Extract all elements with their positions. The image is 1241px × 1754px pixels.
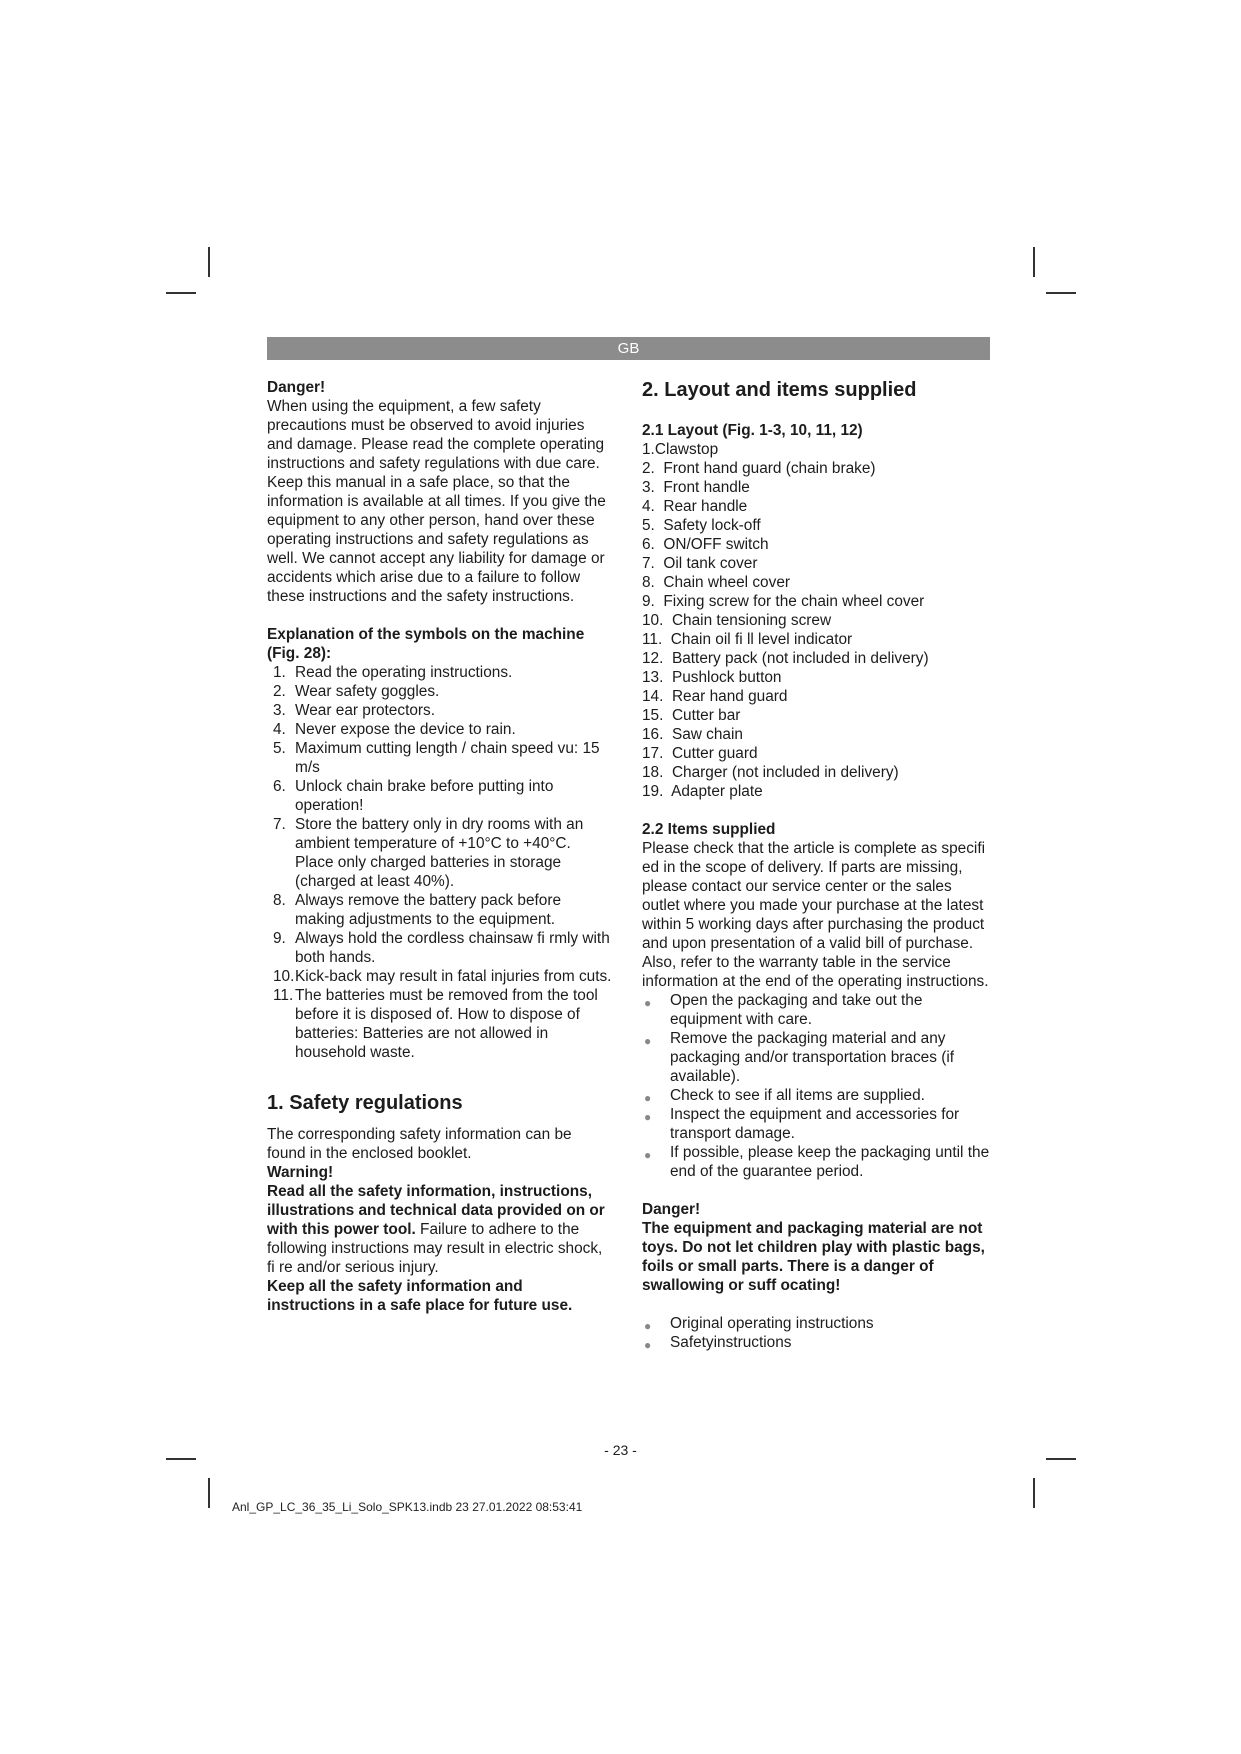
- part-item: 16. Saw chain: [642, 726, 743, 743]
- safety-intro: The corresponding safety information can be found in the enclosed booklet.: [267, 1126, 572, 1162]
- crop-mark: [208, 247, 210, 277]
- part-item: 13. Pushlock button: [642, 669, 782, 686]
- part-item: 2. Front hand guard (chain brake): [642, 460, 876, 477]
- symbol-number: 11.: [273, 987, 294, 1004]
- crop-mark: [1033, 247, 1035, 277]
- part-item: 1.Clawstop: [642, 441, 719, 458]
- warning-bold-text: Read all the safety information, instructions, illustrations and technical data provided on or with this power tool.: [267, 1183, 605, 1238]
- keep-safe-text: Keep all the safety information and instructions in a safe place for future use.: [267, 1278, 573, 1314]
- warning-title: Warning!: [267, 1164, 334, 1181]
- symbol-text: Always hold the cordless chainsaw fi rmly with both hands.: [295, 930, 610, 966]
- print-footer: Anl_GP_LC_36_35_Li_Solo_SPK13.indb 23 27.01.2022 08:53:41: [232, 1500, 583, 1514]
- part-item: 7. Oil tank cover: [642, 555, 758, 572]
- bullet-text: Safetyinstructions: [670, 1334, 792, 1351]
- bullet-icon: ●: [644, 1091, 652, 1105]
- part-item: 14. Rear hand guard: [642, 688, 788, 705]
- bullet-text: Inspect the equipment and accessories for transport damage.: [670, 1106, 960, 1142]
- symbol-number: 4.: [273, 721, 286, 738]
- crop-mark: [1046, 1458, 1076, 1460]
- symbol-number: 6.: [273, 778, 286, 795]
- symbol-item: [267, 682, 612, 701]
- warning-normal-text: Failure to adhere to the following instructions may result in electric shock, fi re and/or serious injury.: [267, 1221, 603, 1276]
- bullet-item: [642, 1086, 992, 1105]
- bullet-icon: ●: [644, 996, 652, 1010]
- symbol-item: [267, 777, 612, 815]
- bullet-icon: ●: [644, 1148, 652, 1162]
- symbol-number: 3.: [273, 702, 286, 719]
- language-header-bar: GB: [267, 337, 990, 360]
- symbol-item: [267, 891, 612, 929]
- symbol-item: [267, 986, 612, 1062]
- symbol-number: 8.: [273, 892, 286, 909]
- danger-title-right: Danger!: [642, 1201, 701, 1218]
- symbol-text: Never expose the device to rain.: [295, 721, 516, 738]
- symbol-text: Unlock chain brake before putting into operation!: [295, 778, 554, 814]
- bullet-text: Remove the packaging material and any packaging and/or transportation braces (if available).: [670, 1030, 955, 1085]
- symbol-text: The batteries must be removed from the tool before it is disposed of. How to dispose of batteries: Batteries are not allowed in household waste.: [295, 987, 598, 1061]
- part-item: 5. Safety lock-off: [642, 517, 761, 534]
- symbol-text: Wear safety goggles.: [295, 683, 440, 700]
- bullet-item: [642, 1314, 992, 1333]
- symbol-number: 7.: [273, 816, 286, 833]
- page-number: - 23 -: [604, 1442, 637, 1458]
- parts-list: [642, 440, 992, 801]
- symbol-item: [267, 701, 612, 720]
- bullet-item: [642, 1333, 992, 1352]
- symbol-text: Always remove the battery pack before making adjustments to the equipment.: [295, 892, 562, 928]
- symbol-number: 1.: [273, 664, 286, 681]
- layout-items-heading: 2. Layout and items supplied: [642, 379, 917, 401]
- crop-mark: [1033, 1478, 1035, 1508]
- layout-subheading: 2.1 Layout (Fig. 1-3, 10, 11, 12): [642, 422, 863, 439]
- part-item: 3. Front handle: [642, 479, 750, 496]
- symbol-item: [267, 929, 612, 967]
- part-item: 18. Charger (not included in delivery): [642, 764, 899, 781]
- bullet-icon: ●: [644, 1110, 652, 1124]
- part-item: 17. Cutter guard: [642, 745, 758, 762]
- symbol-item: [267, 967, 612, 986]
- symbol-text: Read the operating instructions.: [295, 664, 513, 681]
- supplied-documents-list: [642, 1314, 992, 1352]
- symbol-number: 9.: [273, 930, 286, 947]
- danger-paragraph: When using the equipment, a few safety precautions must be observed to avoid injuries and damage. Please read the complete operating instructions and safety regulations with due care. Keep this manual in a safe place, so that the information is available at all times. If you give the equipment to any other person, hand over these operating instructions and safety regulations as well. We cannot accept any liability for damage or accidents which arise due to a failure to follow these instructions and the safety instructions.: [267, 398, 606, 605]
- symbol-text: Store the battery only in dry rooms with an ambient temperature of +10°C to +40°C. Place only charged batteries in storage (charged at least 40%).: [295, 816, 584, 890]
- symbols-list: [267, 663, 612, 1062]
- bullet-item: [642, 1029, 992, 1086]
- part-item: 4. Rear handle: [642, 498, 748, 515]
- left-column: [267, 378, 612, 1315]
- warning-paragraph: [267, 1182, 612, 1277]
- symbol-item: [267, 739, 612, 777]
- symbol-number: 10.: [273, 968, 295, 985]
- symbol-number: 2.: [273, 683, 286, 700]
- bullet-icon: ●: [644, 1338, 652, 1352]
- bullet-text: If possible, please keep the packaging until the end of the guarantee period.: [670, 1144, 990, 1180]
- part-item: 12. Battery pack (not included in delivery): [642, 650, 929, 667]
- part-item: 10. Chain tensioning screw: [642, 612, 832, 629]
- danger-title: Danger!: [267, 379, 326, 396]
- bullet-item: [642, 1143, 992, 1181]
- symbol-item: [267, 663, 612, 682]
- crop-mark: [166, 1458, 196, 1460]
- symbol-text: Kick-back may result in fatal injuries from cuts.: [295, 968, 612, 985]
- bullet-icon: ●: [644, 1319, 652, 1333]
- symbol-item: [267, 720, 612, 739]
- part-item: 15. Cutter bar: [642, 707, 741, 724]
- symbol-number: 5.: [273, 740, 286, 757]
- part-item: 8. Chain wheel cover: [642, 574, 790, 591]
- crop-mark: [166, 292, 196, 294]
- part-item: 6. ON/OFF switch: [642, 536, 769, 553]
- bullet-text: Open the packaging and take out the equipment with care.: [670, 992, 923, 1028]
- right-column: [642, 378, 992, 1352]
- symbols-heading: Explanation of the symbols on the machine (Fig. 28):: [267, 626, 585, 662]
- bullet-icon: ●: [644, 1034, 652, 1048]
- symbol-text: Wear ear protectors.: [295, 702, 435, 719]
- crop-mark: [1046, 292, 1076, 294]
- danger-paragraph-right: The equipment and packaging material are not toys. Do not let children play with plastic bags, foils or small parts. There is a danger of swallowing or suff ocating!: [642, 1220, 985, 1294]
- bullet-item: [642, 991, 992, 1029]
- items-supplied-subheading: 2.2 Items supplied: [642, 821, 776, 838]
- bullet-text: Original operating instructions: [670, 1315, 874, 1332]
- bullet-text: Check to see if all items are supplied.: [670, 1087, 925, 1104]
- part-item: 9. Fixing screw for the chain wheel cover: [642, 593, 925, 610]
- safety-regulations-heading: 1. Safety regulations: [267, 1092, 463, 1114]
- bullet-item: [642, 1105, 992, 1143]
- symbol-item: [267, 815, 612, 891]
- part-item: 11. Chain oil fi ll level indicator: [642, 631, 853, 648]
- part-item: 19. Adapter plate: [642, 783, 763, 800]
- symbol-text: Maximum cutting length / chain speed vu: 15 m/s: [295, 740, 600, 776]
- unpacking-bullet-list: [642, 991, 992, 1181]
- crop-mark: [208, 1478, 210, 1508]
- items-supplied-paragraph: Please check that the article is complete as specifi ed in the scope of delivery. If parts are missing, please contact our service center or the sales outlet where you made your purchase at the latest within 5 working days after purchasing the product and upon presentation of a valid bill of purchase. Also, refer to the warranty table in the service information at the end of the operating instructions.: [642, 840, 989, 990]
